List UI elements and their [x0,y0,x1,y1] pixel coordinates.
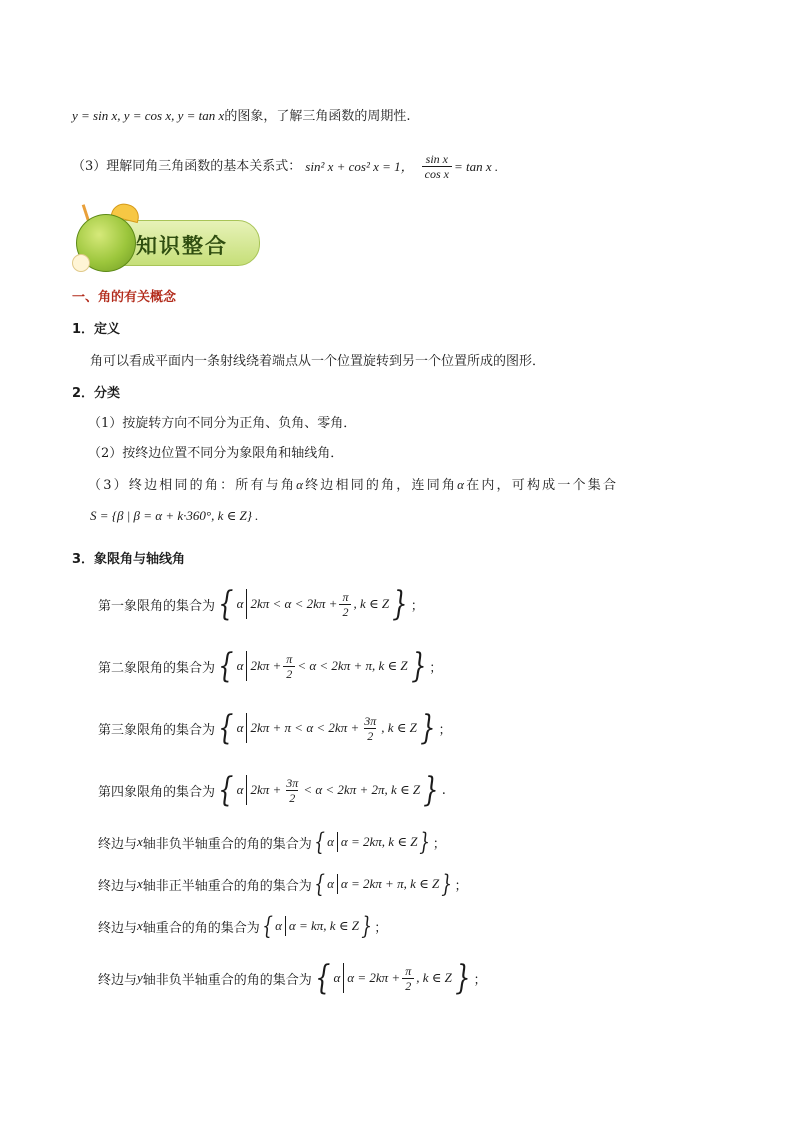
flower-icon [72,254,90,272]
tan-fraction-num: sin x [425,152,448,166]
quadrant-label: 第三象限角的集合为 [98,722,216,738]
axis-variable: x [137,918,143,933]
definition-text: 角可以看成平面内一条射线绕着端点从一个位置旋转到另一个位置所成的图形． [90,354,546,369]
intro-line-2-text: （3）理解同角三角函数的基本关系式： [72,158,302,174]
intro-line-1-text: 的图象，了解三角函数的周期性. [224,109,411,124]
axis-y-nonneg-set: { α α = 2kπ + $\frac{\pi}{2}$ , k ∈ Z } [315,958,471,998]
axis-x-nonneg-set: { α α = 2kπ, k ∈ Z } [314,828,431,856]
tan-identity: = tan x . [454,158,499,174]
section-banner [72,204,262,274]
pythagorean-identity: sin² x + cos² x = 1， [305,158,414,174]
classification-item-3 [88,475,618,496]
quadrant-4-row: 第四象限角的集合为 { α 2kπ + $\frac{3\pi}{2}$ < α < 2kπ + 2π, k ∈ Z } . [98,770,446,810]
classification-item-1: （1）按旋转方向不同分为正角、负角、零角． [88,416,357,431]
quadrant-4-set: { α 2kπ + $\frac{3\pi}{2}$ < α < 2kπ + 2π, k ∈ Z } [218,770,439,810]
alpha-symbol: α [296,477,306,492]
quadrant-label: 第四象限角的集合为 [98,784,216,800]
quadrant-2-set: { α 2kπ + $\frac{\pi}{2}$ < α < 2kπ + π, k ∈ Z } [218,646,427,686]
axis-x-nonneg-row: 终边与 x 轴非负半轴重合的角的集合为 { α α = 2kπ, k ∈ Z } ； [98,828,446,856]
item-3-text-a: （3）终边相同的角：所有与角 [88,478,297,493]
quadrant-2-row: 第二象限角的集合为 { α 2kπ + $\frac{\pi}{2}$ < α < 2kπ + π, k ∈ Z } ； [98,646,443,686]
quadrant-3-set: { α 2kπ + π < α < 2kπ + $\frac{3\pi}{2}$ , k ∈ Z } [218,708,436,748]
coterminal-set: S = {β | β = α + k·360°, k ∈ Z} . [90,508,259,523]
axis-x-nonpos-row: 终边与 x 轴非正半轴重合的角的集合为 { α α = 2kπ + π, k ∈ Z } ； [98,870,468,898]
axis-x-row: 终边与 x 轴重合的角的集合为 { α α = kπ, k ∈ Z } ； [98,912,388,940]
classification-item-2: （2）按终边位置不同分为象限角和轴线角． [88,446,344,461]
quadrant-1-set: { α 2kπ < α < 2kπ + $\frac{\pi}{2}$ , k ∈ Z } [218,584,408,624]
tan-fraction-den: cos x [422,166,452,181]
axis-x-set: { α α = kπ, k ∈ Z } [262,912,372,940]
axis-variable: x [137,876,143,891]
subsection-3-title: 3．象限角与轴线角 [72,552,186,567]
subsection-1-title: 1．定义 [72,322,121,337]
intro-line-1 [72,106,410,127]
intro-line-2 [72,152,498,181]
quadrant-label: 第二象限角的集合为 [98,660,216,676]
quadrant-1-row: 第一象限角的集合为 { α 2kπ < α < 2kπ + $\frac{\pi}{2}$ , k ∈ Z } ； [98,584,424,624]
axis-variable: x [137,834,143,849]
axis-variable: y [137,970,143,985]
intro-functions: y = sin x, y = cos x, y = tan x [72,108,225,123]
tan-fraction [422,152,452,181]
section-1-title: 一、角的有关概念 [72,290,177,305]
banner-title: 知识整合 [136,234,228,258]
item-3-text-b: 终边相同的角，连同角 [305,478,458,493]
quadrant-label: 第一象限角的集合为 [98,598,216,614]
item-3-text-c: 在内，可构成一个集合 [466,478,619,493]
axis-y-nonneg-row: 终边与 y 轴非负半轴重合的角的集合为 { α α = 2kπ + $\frac{\pi}{2}$ , k ∈ Z } ； [98,958,487,998]
axis-x-nonpos-set: { α α = 2kπ + π, k ∈ Z } [314,870,453,898]
alpha-symbol: α [457,477,467,492]
subsection-2-title: 2．分类 [72,386,121,401]
quadrant-3-row: 第三象限角的集合为 { α 2kπ + π < α < 2kπ + $\frac{3\pi}{2}$ , k ∈ Z } ； [98,708,452,748]
